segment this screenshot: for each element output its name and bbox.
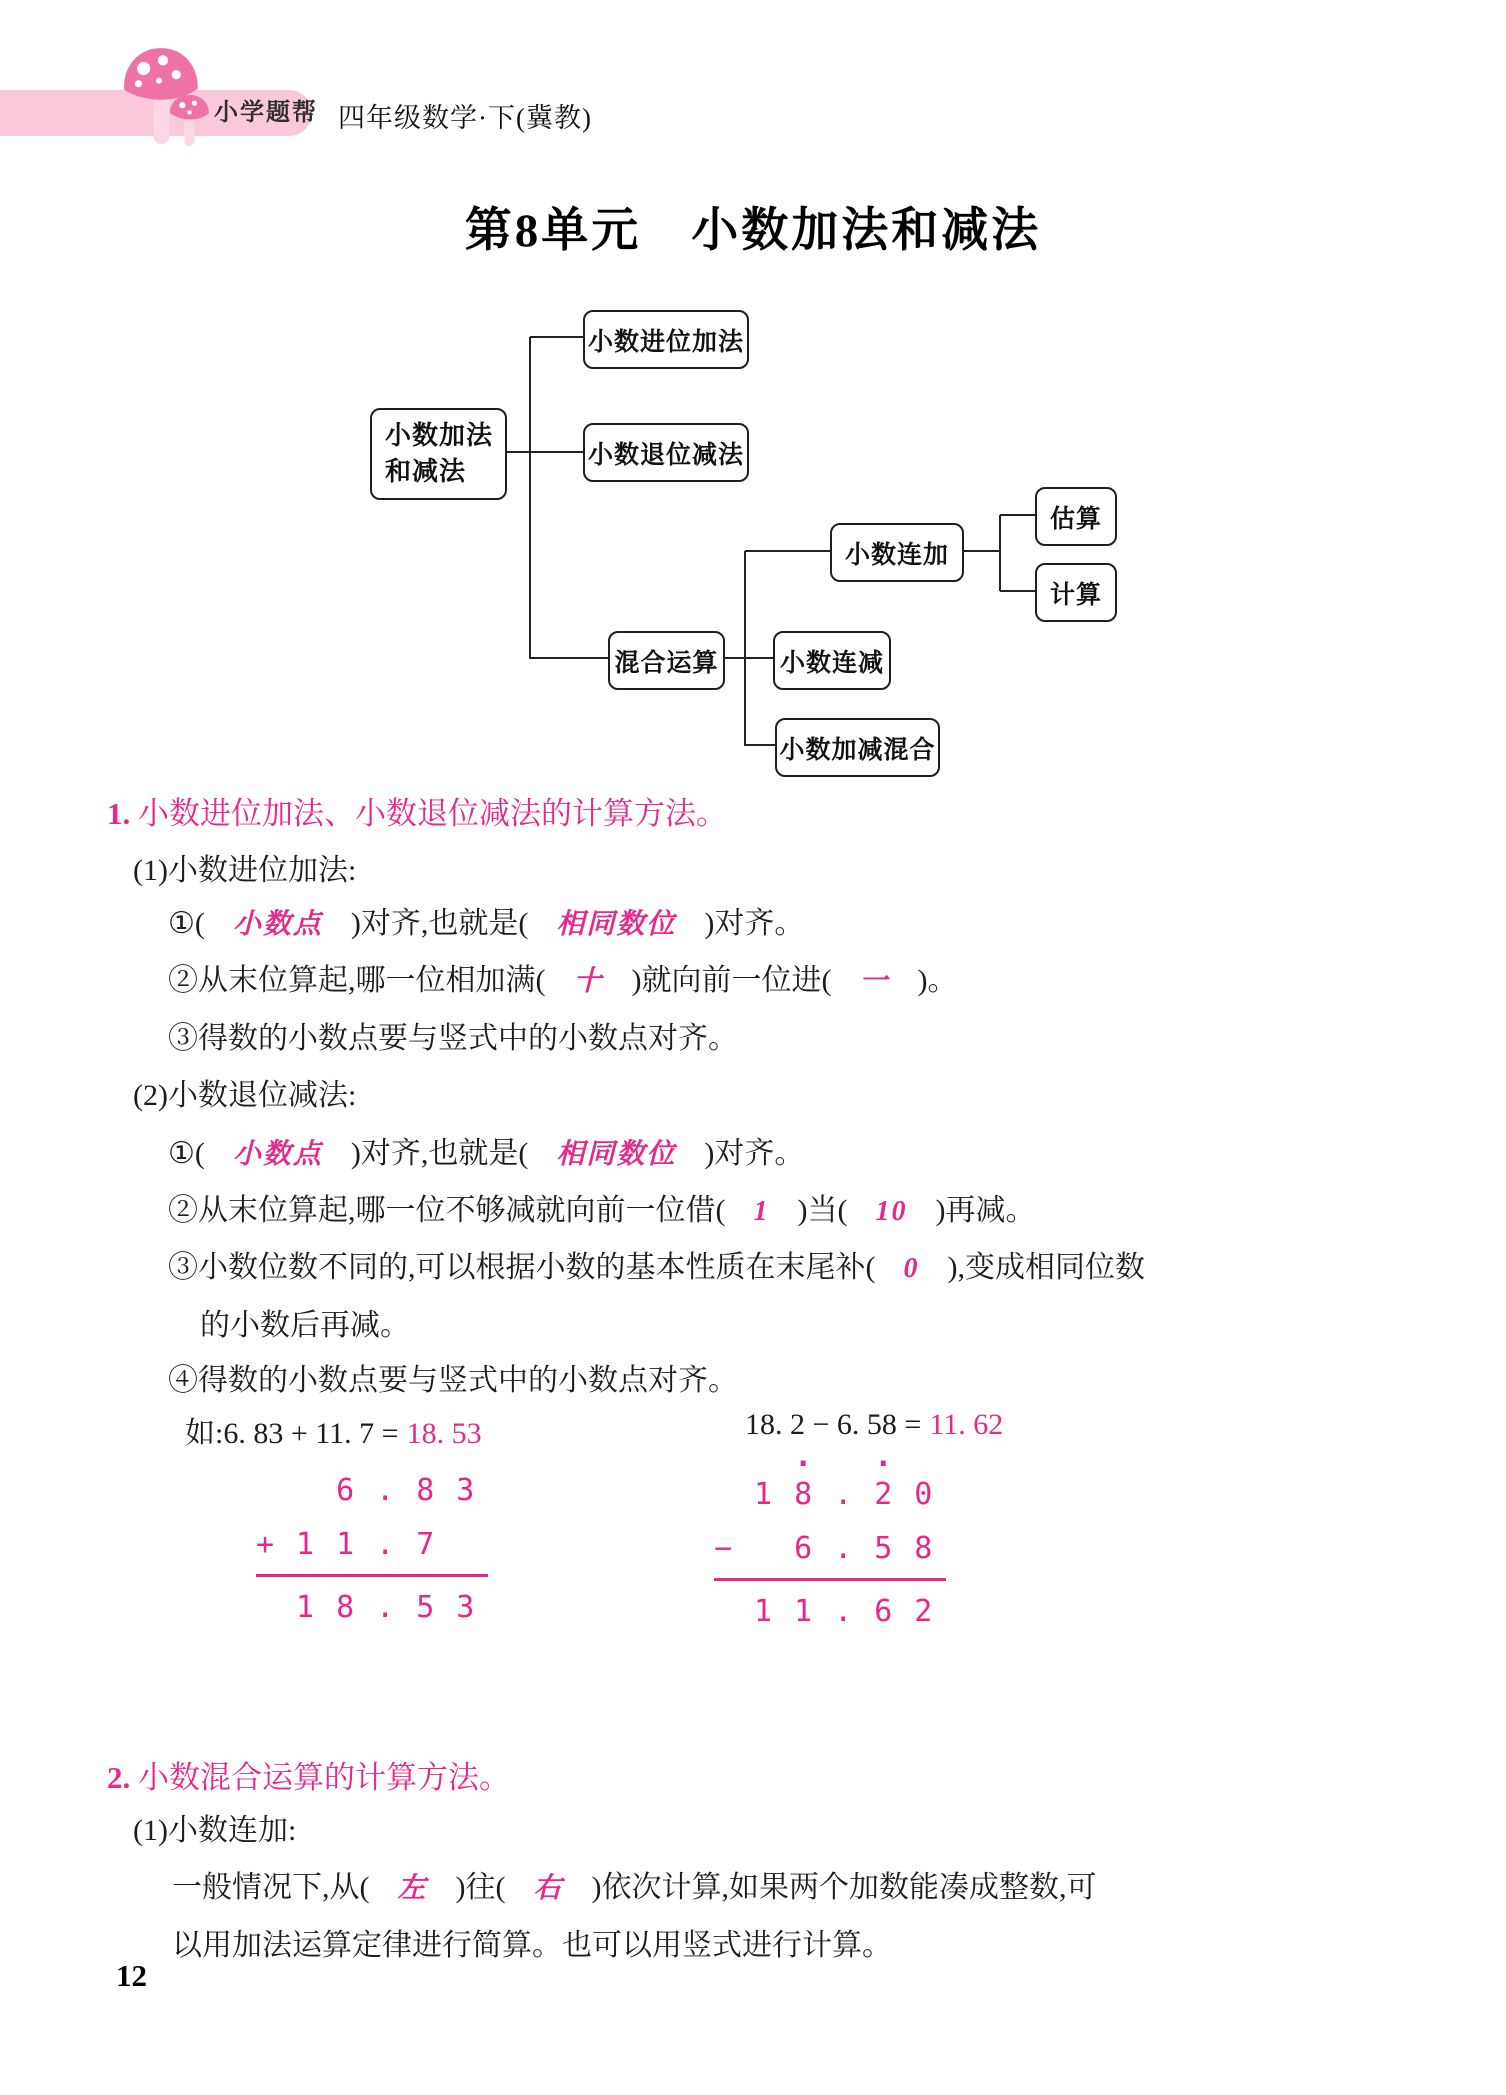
node-chain-subtraction: 小数连减 (773, 631, 891, 690)
part-2-1-title: (1)小数连加: (133, 1814, 297, 1847)
section-1-heading-text: 小数进位加法、小数退位减法的计算方法。 (138, 796, 727, 831)
node-borrow-subtraction: 小数退位减法 (583, 423, 749, 482)
node-chain-addition: 小数连加 (830, 523, 964, 582)
note-line-2-1-1: 一般情况下,从( 左 )往( 右 )依次计算,如果两个加数能凑成整数,可 (172, 1871, 1097, 1904)
node-carry-addition: 小数进位加法 (583, 310, 749, 369)
note-line-1-1-3: ③得数的小数点要与竖式中的小数点对齐。 (168, 1022, 738, 1055)
node-estimate: 估算 (1035, 487, 1117, 546)
note-line-1-2-3: ③小数位数不同的,可以根据小数的基本性质在末尾补( 0 ),变成相同位数 (168, 1251, 1145, 1284)
note-line-2-1-2: 以用加法运算定律进行简算。也可以用竖式进行计算。 (172, 1929, 892, 1962)
answer-one: 一 (859, 966, 890, 997)
node-calculate: 计算 (1035, 563, 1117, 622)
note-line-1-2-2: ②从末位算起,哪一位不够减就向前一位借( 1 )当( 10 )再减。 (168, 1194, 1036, 1227)
section-1-number: 1. (107, 796, 131, 831)
answer-borrow-1: 1 (753, 1196, 770, 1227)
section-1-heading (107, 788, 727, 833)
node-addsub-mixed: 小数加减混合 (775, 718, 940, 777)
vertical-addition (256, 1464, 496, 1635)
answer-as-10: 10 (875, 1196, 908, 1227)
answer-same-place: 相同数位 (556, 909, 677, 940)
minuend: 18.20 (714, 1477, 955, 1512)
example-addition-equation: 如:6. 83 + 11. 7 = 18. 53 (185, 1417, 482, 1450)
addend-2: +11.7 (256, 1527, 457, 1562)
answer-right: 右 (533, 1873, 564, 1904)
vertical-subtraction (714, 1439, 955, 1639)
section-2-number: 2. (107, 1760, 131, 1795)
subtrahend: − 6.58 (714, 1531, 955, 1566)
page-number: 12 (116, 1958, 147, 1993)
node-root: 小数加法 和减法 (370, 408, 507, 500)
note-line-1-1-2: ②从末位算起,哪一位相加满( 十 )就向前一位进( 一 )。 (168, 964, 958, 997)
note-line-1-2-3-cont: 的小数后再减。 (200, 1309, 410, 1342)
section-2-heading (107, 1752, 510, 1797)
edition-label: 四年级数学·下(冀教) (338, 103, 592, 133)
note-line-1-2-1: ①( 小数点 )对齐,也就是( 相同数位 )对齐。 (168, 1137, 805, 1170)
answer-ten: 十 (573, 966, 604, 997)
page-title: 第8单元 小数加法和减法 (464, 205, 1042, 257)
part-1-2-title: (2)小数退位减法: (133, 1079, 357, 1112)
addition-result: 18. 53 (406, 1417, 482, 1450)
addition-rule-line (256, 1574, 488, 1577)
part-1-1-title: (1)小数进位加法: (133, 854, 357, 887)
addition-sum: 18.53 (256, 1590, 497, 1625)
mushroom-logo-icon (113, 42, 215, 148)
note-line-1-1-1: ①( 小数点 )对齐,也就是( 相同数位 )对齐。 (168, 907, 805, 940)
answer-decimal-point: 小数点 (232, 909, 323, 940)
subtraction-rule-line (714, 1578, 946, 1581)
subtraction-result: 11. 62 (929, 1408, 1004, 1441)
subtraction-difference: 11.62 (714, 1594, 955, 1629)
example-subtraction-equation: 18. 2 − 6. 58 = 11. 62 (745, 1408, 1004, 1441)
addend-1: 6.83 (256, 1473, 497, 1508)
answer-left: 左 (397, 1873, 428, 1904)
answer-zero: 0 (903, 1253, 920, 1284)
answer-same-place: 相同数位 (556, 1139, 677, 1170)
note-line-1-2-4: ④得数的小数点要与竖式中的小数点对齐。 (168, 1364, 738, 1397)
brand-label: 小学题帮 (214, 100, 318, 126)
section-2-heading-text: 小数混合运算的计算方法。 (138, 1760, 510, 1795)
node-mixed-operations: 混合运算 (608, 631, 725, 690)
answer-decimal-point: 小数点 (232, 1139, 323, 1170)
borrow-dots: . . (714, 1439, 915, 1474)
